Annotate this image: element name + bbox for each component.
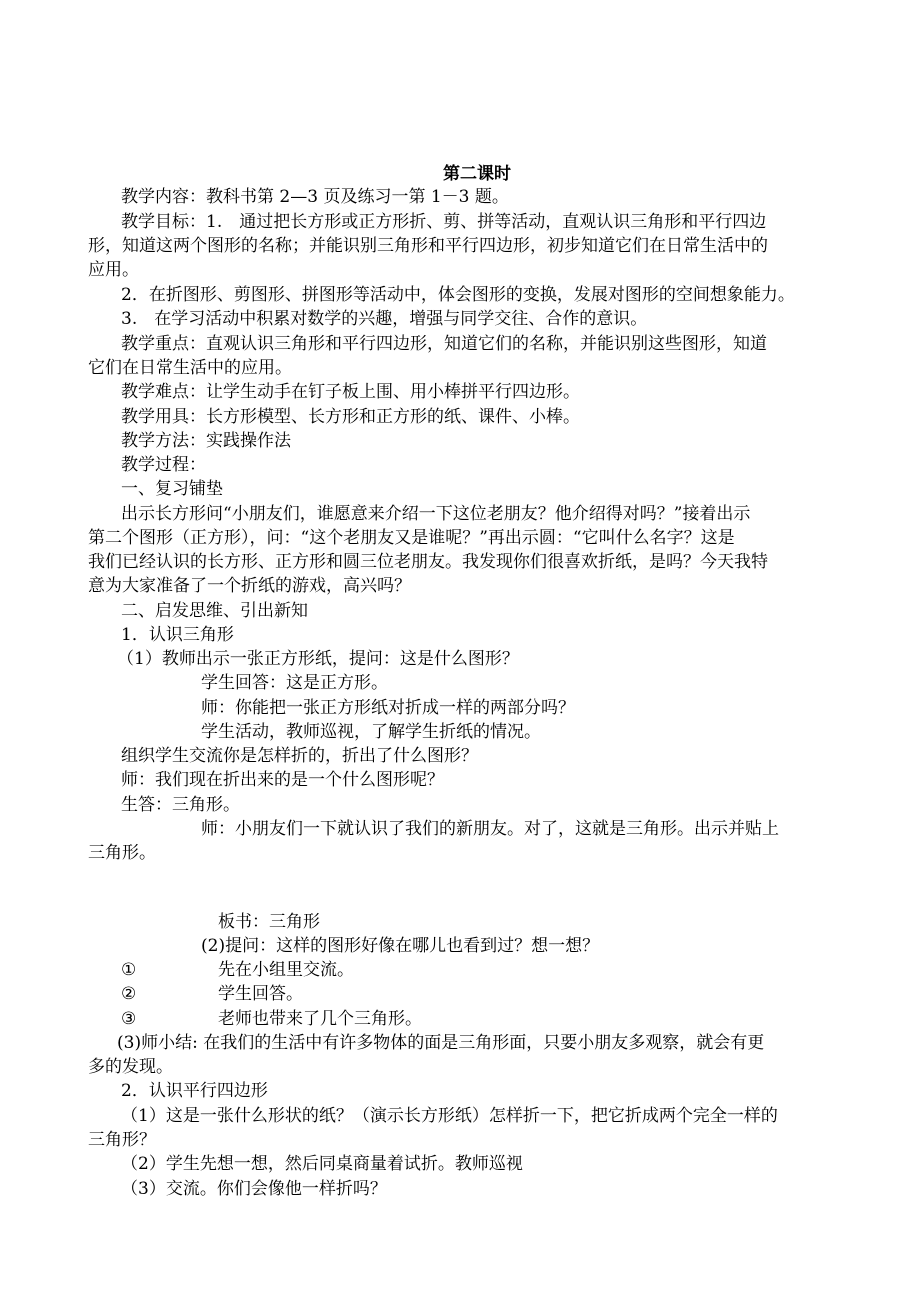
text-line: 三角形？ bbox=[88, 1130, 156, 1150]
list-item: 先在小组里交流。 bbox=[218, 960, 354, 980]
text-line: 教学难点：让学生动手在钉子板上围、用小棒拼平行四边形。 bbox=[121, 382, 580, 402]
list-marker: ③ bbox=[121, 1009, 137, 1029]
text-line: (3)师小结: 在我们的生活中有许多物体的面是三角形面，只要小朋友多观察，就会有更 bbox=[117, 1033, 765, 1053]
text-line: 三角形。 bbox=[88, 843, 156, 863]
subsection-heading: 1．认识三角形 bbox=[121, 625, 234, 645]
text-line: 2．在折图形、剪图形、拼图形等活动中，体会图形的变换，发展对图形的空间想象能力。 bbox=[121, 285, 795, 305]
text-line: （1）这是一张什么形状的纸？（演示长方形纸）怎样折一下，把它折成两个完全一样的 bbox=[121, 1106, 778, 1126]
board-note: 板书：三角形 bbox=[218, 912, 320, 932]
text-line: 出示长方形问“小朋友们，谁愿意来介绍一下这位老朋友？他介绍得对吗？”接着出示 bbox=[121, 504, 751, 524]
text-line: (2)提问：这样的图形好像在哪儿也看到过？想一想？ bbox=[201, 936, 600, 956]
list-item: 老师也带来了几个三角形。 bbox=[218, 1009, 422, 1029]
text-line: 形，知道这两个图形的名称；并能识别三角形和平行四边形，初步知道它们在日常生活中的 bbox=[88, 236, 768, 256]
text-line: 我们已经认识的长方形、正方形和圆三位老朋友。我发现你们很喜欢折纸，是吗？今天我特 bbox=[88, 552, 768, 572]
text-line: 学生活动，教师巡视，了解学生折纸的情况。 bbox=[201, 722, 541, 742]
text-line: 师：小朋友们一下就认识了我们的新朋友。对了，这就是三角形。出示并贴上 bbox=[201, 819, 779, 839]
text-line: 组织学生交流你是怎样折的，折出了什么图形？ bbox=[121, 746, 478, 766]
text-line: 教学重点：直观认识三角形和平行四边形，知道它们的名称，并能识别这些图形，知道 bbox=[121, 334, 767, 354]
subsection-heading: 2．认识平行四边形 bbox=[121, 1081, 268, 1101]
text-line: 师：我们现在折出来的是一个什么图形呢？ bbox=[121, 770, 444, 790]
section-heading: 二、启发思维、引出新知 bbox=[121, 601, 308, 621]
text-line: 教学目标：1. 通过把长方形或正方形折、剪、拼等活动，直观认识三角形和平行四边 bbox=[121, 212, 767, 232]
text-line: 师：你能把一张正方形纸对折成一样的两部分吗？ bbox=[201, 698, 575, 718]
text-line: （1）教师出示一张正方形纸，提问：这是什么图形？ bbox=[117, 649, 519, 669]
text-line: 教学用具：长方形模型、长方形和正方形的纸、课件、小棒。 bbox=[121, 407, 580, 427]
text-line: 教学过程： bbox=[121, 455, 206, 475]
text-line: 意为大家准备了一个折纸的游戏，高兴吗？ bbox=[88, 576, 411, 596]
text-line: 3. 在学习活动中积累对数学的兴趣，增强与同学交往、合作的意识。 bbox=[121, 309, 648, 329]
page-title: 第二课时 bbox=[443, 164, 511, 184]
section-heading: 一、复习铺垫 bbox=[121, 479, 223, 499]
text-line: 它们在日常生活中的应用。 bbox=[88, 358, 292, 378]
list-marker: ② bbox=[121, 984, 137, 1004]
list-marker: ① bbox=[121, 960, 137, 980]
text-line: 教学内容：教科书第 2—3 页及练习一第 1－3 题。 bbox=[121, 187, 509, 207]
text-line: 生答：三角形。 bbox=[121, 795, 240, 815]
text-line: （3）交流。你们会像他一样折吗？ bbox=[121, 1179, 387, 1199]
text-line: 教学方法：实践操作法 bbox=[121, 431, 291, 451]
text-line: 第二个图形（正方形），问：“这个老朋友又是谁呢？”再出示圆：“它叫什么名字？这是 bbox=[88, 528, 735, 548]
text-line: 学生回答：这是正方形。 bbox=[201, 673, 388, 693]
text-line: （2）学生先想一想，然后同桌商量着试折。教师巡视 bbox=[121, 1154, 523, 1174]
text-line: 应用。 bbox=[88, 260, 139, 280]
list-item: 学生回答。 bbox=[218, 984, 303, 1004]
text-line: 多的发现。 bbox=[88, 1057, 173, 1077]
